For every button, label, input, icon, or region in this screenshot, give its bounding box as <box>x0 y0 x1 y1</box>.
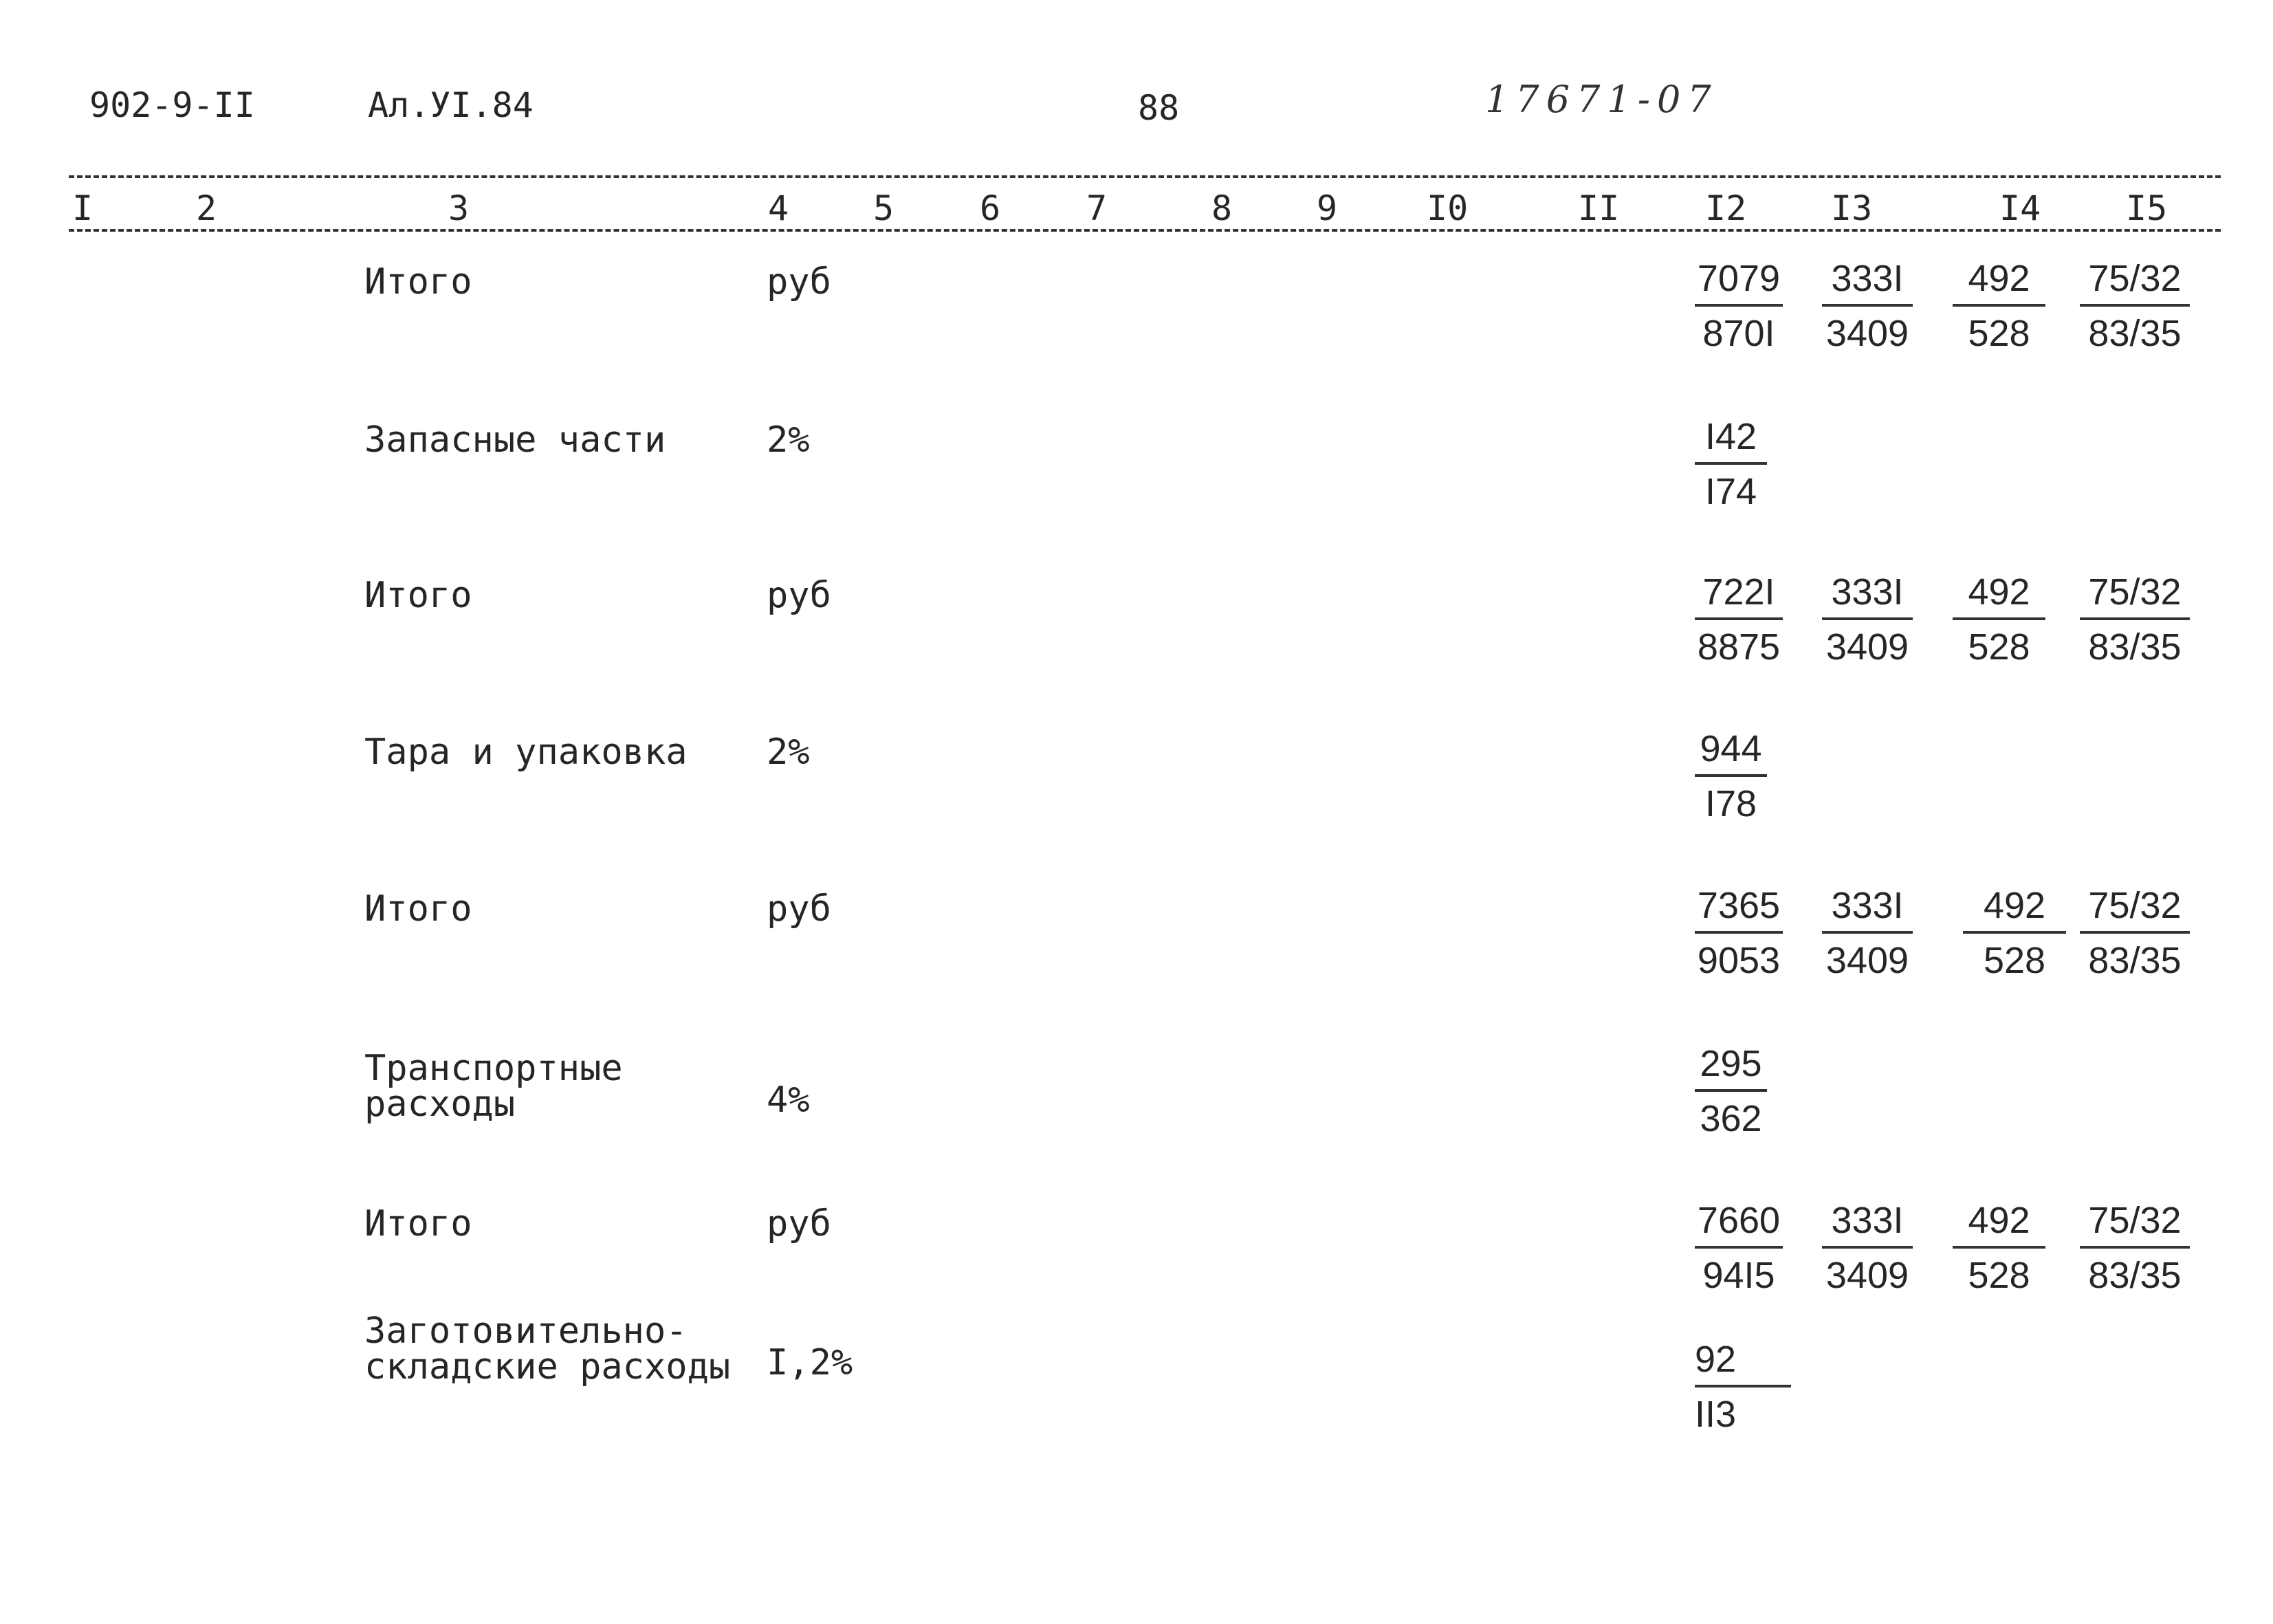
cell-col12 <box>1695 730 1767 822</box>
fraction-denominator: 528 <box>1968 313 2030 354</box>
fraction-denominator: 528 <box>1968 1255 2030 1296</box>
page-number: 88 <box>1138 88 1180 128</box>
cell-col15 <box>2080 573 2190 666</box>
row-label-line1: Заготовительно- <box>364 1310 688 1352</box>
column-number: 8 <box>1211 188 1233 228</box>
column-number: 5 <box>873 188 894 228</box>
fraction-numerator: 75/32 <box>2080 887 2190 934</box>
fraction-denominator: II3 <box>1695 1394 1737 1435</box>
row-label: Итого <box>364 888 472 930</box>
fraction-numerator: 722I <box>1695 573 1783 620</box>
column-number: I3 <box>1831 188 1873 228</box>
column-number: 4 <box>768 188 789 228</box>
fraction-denominator: 83/35 <box>2088 626 2182 668</box>
fraction-numerator: 7660 <box>1695 1202 1783 1249</box>
fraction-numerator: 7365 <box>1695 887 1783 934</box>
album-reference: Ал.УI.84 <box>368 85 534 125</box>
fraction-denominator: 9053 <box>1697 940 1781 981</box>
fraction-denominator: 870I <box>1702 313 1775 354</box>
cell-col15 <box>2080 887 2190 979</box>
cell-col12 <box>1695 418 1767 510</box>
fraction-numerator: 92 <box>1695 1341 1791 1387</box>
table-header-top-rule <box>69 175 2221 178</box>
fraction-numerator: 333I <box>1822 1202 1913 1249</box>
column-number: II <box>1578 188 1620 228</box>
row-unit: руб <box>767 575 831 616</box>
column-number: I4 <box>1999 188 2041 228</box>
fraction-denominator: 528 <box>1968 626 2030 668</box>
fraction-denominator: 3409 <box>1825 626 1909 668</box>
row-unit: 4% <box>767 1079 810 1121</box>
row-label: Итого <box>364 261 472 303</box>
fraction-denominator: 8875 <box>1697 626 1781 668</box>
fraction-denominator: 3409 <box>1825 940 1909 981</box>
row-label-line2: складские расходы <box>364 1346 731 1387</box>
row-unit: руб <box>767 1203 831 1244</box>
column-number: I5 <box>2126 188 2168 228</box>
column-number: I <box>72 188 94 228</box>
fraction-numerator: 492 <box>1953 1202 2045 1249</box>
fraction-numerator: 492 <box>1953 260 2045 307</box>
cell-col13 <box>1822 260 1913 352</box>
cell-col12 <box>1695 260 1783 352</box>
row-unit: руб <box>767 261 831 303</box>
row-label: Итого <box>364 575 472 616</box>
fraction-denominator: 94I5 <box>1702 1255 1775 1296</box>
table-header-bottom-rule <box>69 229 2221 232</box>
cell-col13 <box>1822 887 1913 979</box>
cell-col12 <box>1695 1045 1767 1137</box>
fraction-denominator: 83/35 <box>2088 313 2182 354</box>
fraction-numerator: 333I <box>1822 573 1913 620</box>
cell-col14 <box>1963 887 2066 979</box>
fraction-numerator: 492 <box>1963 887 2066 934</box>
fraction-numerator: 75/32 <box>2080 260 2190 307</box>
fraction-numerator: 295 <box>1695 1045 1767 1092</box>
fraction-denominator: 362 <box>1700 1098 1762 1139</box>
cell-col14 <box>1953 573 2045 666</box>
column-number: 2 <box>196 188 217 228</box>
fraction-numerator: 333I <box>1822 260 1913 307</box>
fraction-denominator: 83/35 <box>2088 940 2182 981</box>
row-label-line2: расходы <box>364 1084 516 1125</box>
row-label: Итого <box>364 1203 472 1244</box>
fraction-numerator: 75/32 <box>2080 573 2190 620</box>
handwritten-inventory-number: 17671-07 <box>1485 78 1718 121</box>
row-label: Запасные части <box>364 419 666 461</box>
fraction-numerator: 75/32 <box>2080 1202 2190 1249</box>
fraction-denominator: 528 <box>1983 940 2046 981</box>
row-label: Тара и упаковка <box>364 732 688 773</box>
cell-col12 <box>1695 1341 1791 1433</box>
fraction-numerator: 7079 <box>1695 260 1783 307</box>
cell-col15 <box>2080 260 2190 352</box>
column-number: 3 <box>448 188 470 228</box>
column-number: I0 <box>1427 188 1469 228</box>
fraction-numerator: 492 <box>1953 573 2045 620</box>
cell-col15 <box>2080 1202 2190 1294</box>
column-number: 9 <box>1317 188 1338 228</box>
fraction-denominator: 3409 <box>1825 313 1909 354</box>
row-unit: I,2% <box>767 1342 853 1383</box>
cell-col12 <box>1695 573 1783 666</box>
fraction-denominator: I74 <box>1704 471 1757 512</box>
fraction-numerator: 333I <box>1822 887 1913 934</box>
fraction-numerator: 944 <box>1695 730 1767 777</box>
column-number: 6 <box>980 188 1001 228</box>
fraction-denominator: 83/35 <box>2088 1255 2182 1296</box>
row-unit: руб <box>767 888 831 930</box>
cell-col14 <box>1953 260 2045 352</box>
row-label-line1: Транспортные <box>364 1048 623 1089</box>
fraction-denominator: 3409 <box>1825 1255 1909 1296</box>
cell-col14 <box>1953 1202 2045 1294</box>
row-unit: 2% <box>767 732 810 773</box>
cell-col12 <box>1695 1202 1783 1294</box>
fraction-numerator: I42 <box>1695 418 1767 465</box>
document-code: 902-9-II <box>89 85 255 125</box>
fraction-denominator: I78 <box>1704 783 1757 824</box>
cell-col12 <box>1695 887 1783 979</box>
cell-col13 <box>1822 573 1913 666</box>
cell-col13 <box>1822 1202 1913 1294</box>
row-unit: 2% <box>767 419 810 461</box>
column-number: I2 <box>1705 188 1747 228</box>
column-number: 7 <box>1086 188 1108 228</box>
